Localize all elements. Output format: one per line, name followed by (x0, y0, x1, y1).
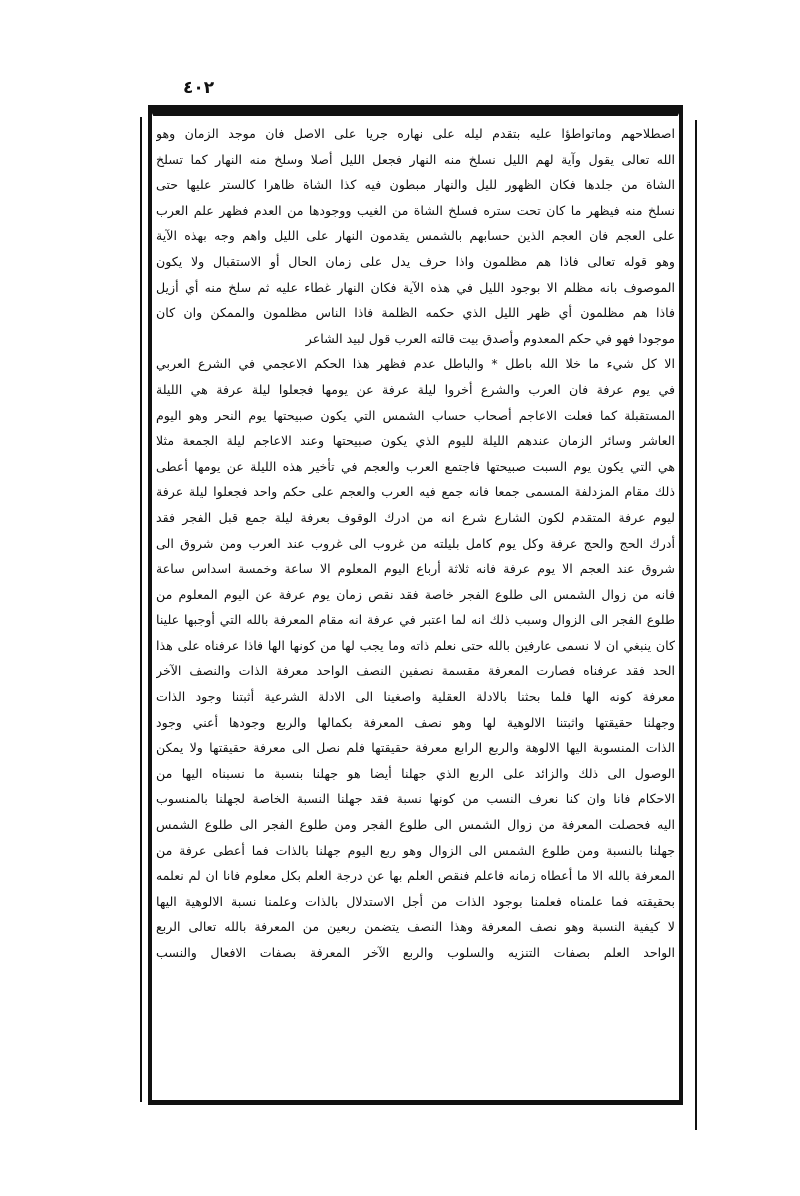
text-line: الا كل شيء ما خلا الله باطل * والباطل عدم فظهر هذا الحكم الاعجمي في الشرع العربي (156, 356, 675, 372)
text-line: الاحكام فانا وان كنا نعرف النسب من كونها نسبة فقد جهلنا النسبة الخاصة لجهلنا بالمنسوب (156, 791, 675, 807)
text-line: نسلخ منه فيظهر ما كان تحت ستره فسلخ الشاة من الغيب ووجودها من العدم فظهر علم العرب (156, 202, 675, 218)
text-line: ليوم عرفة المتقدم لكون الشارع شرع انه من ادرك الوقوف بعرفة ليلة جمع قبل الفجر فقد (156, 509, 675, 525)
frame-top-border (148, 105, 683, 116)
text-line: لا كيفية النسبة وهو نصف المعرفة وهذا النصف يتضمن ربعين من المعرفة بالله تعالى الربع (156, 919, 675, 935)
text-line: العاشر وسائر الزمان عندهم الليلة لليوم الذي يكون صبيحتها وعند الاعاجم ليلة الجمعة مثلا (156, 433, 675, 449)
frame-left-border (148, 105, 152, 1105)
frame-right-outer-rule (695, 120, 697, 1130)
text-line: وهو قوله تعالى فاذا هم مظلمون واذا حرف يدل على زمان الحال أو الاستقبال ولا يكون (156, 253, 675, 269)
text-line: الحد فقد عرفناه فصارت المعرفة مقسمة نصفين النصف الواحد معرفة الذات والنصف الآخر (156, 663, 675, 679)
text-line: أدرك الحج والحج عرفة وكل يوم كامل بليلته من غروب الى غروب عند العرب ومن شروق الى (156, 535, 675, 551)
text-line: اليه فحصلت المعرفة من زوال الشمس الى طلوع الفجر ومن طلوع الفجر الى طلوع الشمس (156, 817, 675, 833)
text-line: موجودا فهو في حكم المعدوم وأصدق بيت قالته العرب قول لبيد الشاعر (305, 330, 675, 346)
manuscript-text (156, 121, 675, 1097)
text-line: وجهلنا حقيقتها واثبتنا الالوهية لها وهو نصف المعرفة بكمالها والربع وجودها أعني وجود (156, 714, 675, 730)
text-line: فانه من زوال الشمس الى طلوع الفجر خاصة فقد نقص زمان يوم عرفة عن اليوم المعلوم من (156, 586, 675, 602)
text-line: هي التي يكون يوم السبت صبيحتها فاجتمع العرب والعجم في تأخير هذه الليلة عن يومها أعطى (156, 458, 675, 474)
text-line: فاذا هم مظلمون أي ظهر الليل الذي حكمه الظلمة فاذا الناس مظلمون والممكن وان كان (156, 305, 675, 321)
text-line: المعرفة بالله الا ما أعطاه زمانه فاعلم فنقص العلم بها عن درجة العلم بكل معلوم فانا ان لم نعلمه (156, 868, 675, 884)
text-line: ذلك مقام المزدلفة المسمى جمعا فانه جمع فيه العرب والعجم على حكم واحد فجعلوا ليلة عرفة (156, 484, 675, 500)
page-number: ٤٠٢ (183, 78, 215, 98)
text-line: على العجم فان العجم الذين حسابهم بالشمس يقدمون النهار على الليل واهم وجه بهذه الآية (156, 228, 675, 244)
text-line: الشاة من جلدها فكان الظهور لليل والنهار مبطون فيه كذا الشاة ظاهرا كالستر عليها حتى (156, 177, 675, 193)
text-line: طلوع الفجر الى الزوال وسبب ذلك انه لما اعتبر في عرفة انه مقام المعرفة بالله التي أوجبها علينا (156, 612, 675, 628)
text-line: معرفة كونه الها فلما بحثنا بالادلة العقلية واصغينا الى الادلة الشرعية أثبتنا وجود الذات (156, 689, 675, 705)
text-line: بحقيقته فما علمناه فعلمنا بوجود الذات من أجل الاستدلال بالذات وعلمنا نسبة الالوهية اليها (156, 893, 675, 909)
text-line: الواحد العلم بصفات التنزيه والسلوب والربع الآخر المعرفة بصفات الافعال والنسب (156, 945, 675, 960)
frame-right-border (679, 105, 683, 1105)
text-line: الله تعالى يقول وآية لهم الليل نسلخ منه النهار فجعل الليل أصلا وسلخ منه النهار كما تسلخ (156, 151, 675, 167)
text-line: اصطلاحهم وماتواطؤا عليه بتقدم ليله على نهاره جريا على الاصل فان موجد الزمان وهو (156, 126, 675, 141)
text-frame (148, 105, 683, 1105)
text-line: الموصوف بانه مظلم الا بوجود الليل في هذه الآية فكان النهار غطاء عليه ثم سلخ منه أي أزيل (156, 279, 675, 295)
text-line: شروق عند العجم الا يوم عرفة فانه ثلاثة أرباع اليوم المعلوم الا ساعة وخمسة اسداس ساعة (156, 561, 675, 577)
frame-bottom-border (148, 1100, 683, 1105)
text-line: جهلنا بالنسبة ومن طلوع الشمس الى الزوال وهو ربع اليوم جهلنا بالذات فما أعطى عرفة من (156, 842, 675, 858)
frame-left-outer-rule (140, 117, 142, 1102)
text-line: الذات المنسوبة اليها الالوهة والربع الرابع معرفة حقيقتها فلم نصل الى معرفة حقيقتها ولا يمكن (156, 740, 675, 756)
text-line: الوصول الى ذلك والزائد على الربع الذي جهلنا أيضا هو جهلنا بنسبة ما نسبناه اليها من (156, 765, 675, 781)
text-line: في يوم عرفة فان العرب والشرع أخروا ليلة عرفة عن يومها فجعلوا ليلة عرفة هي الليلة (156, 381, 675, 397)
text-line: المستقبلة كما فعلت الاعاجم أصحاب حساب الشمس التي يكون صبيحتها يوم النحر وهو اليوم (156, 407, 675, 423)
text-line: كان ينبغي ان لا نسمى عارفين بالله حتى نعلم ذاته وما يجب لها من كونها الها فاذا عرفناه على هذا (156, 637, 675, 653)
